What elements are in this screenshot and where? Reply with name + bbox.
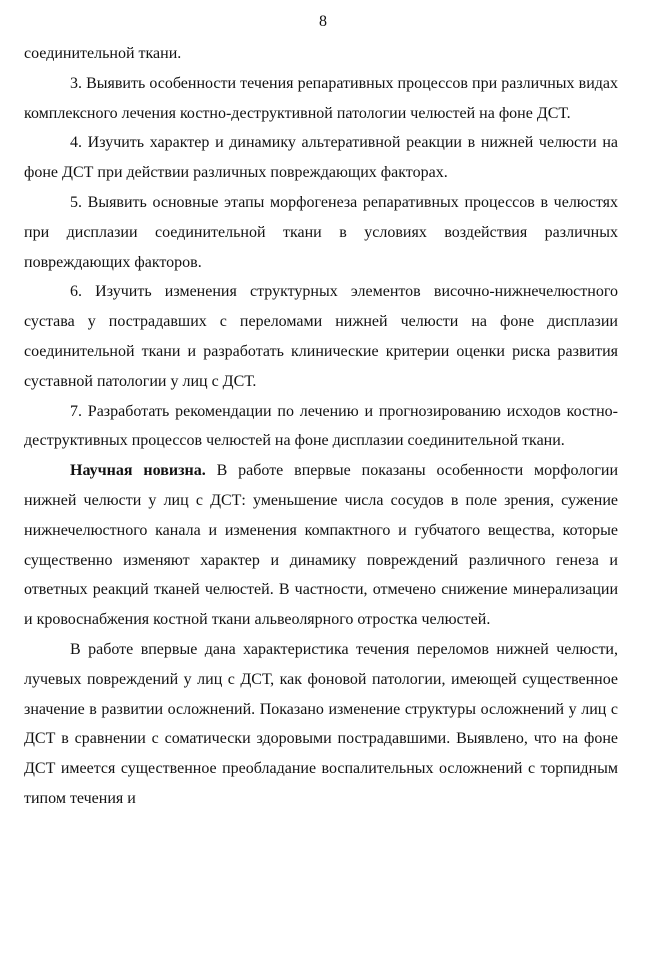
- document-body: [24, 39, 618, 814]
- paragraph-text: 3. Выявить особенности течения репаративных процессов при различных видах комплексного лечения костно-деструктивной патологии челюстей на фоне ДСТ.: [24, 74, 618, 122]
- paragraph-text: 7. Разработать рекомендации по лечению и прогнозированию исходов костно-деструктивных процессов челюстей на фоне дисплазии соединительной ткани.: [24, 402, 618, 450]
- paragraph-text: 6. Изучить изменения структурных элементов височно-нижнечелюстного сустава у пострадавших с переломами нижней челюсти на фоне дисплазии соединительной ткани и разработать клинические критерии оценки риска развития суставной патологии у лиц с ДСТ.: [24, 283, 618, 390]
- paragraph-text: соединительной ткани.: [24, 45, 182, 62]
- paragraph-text: 5. Выявить основные этапы морфогенеза репаративных процессов в челюстях при дисплазии соединительной ткани в условиях воздействия различных повреждающих факторов.: [24, 193, 618, 271]
- paragraph-continuation: [24, 39, 618, 69]
- objective-item-6: [24, 277, 618, 396]
- paragraph-text: В работе впервые дана характеристика течения переломов нижней челюсти, лучевых повреждений у лиц с ДСТ, как фоновой патологии, имеющей существенное значение в развитии осложнений. Показано изменение структуры осложнений у лиц с ДСТ в сравнении с соматически здоровыми пострадавшими. Выявлено, что на фоне ДСТ имеется существенное преобладание воспалительных осложнений с торпидным типом течения и: [24, 640, 618, 807]
- scientific-novelty-paragraph: [24, 456, 618, 635]
- paragraph-text: 4. Изучить характер и динамику альтеративной реакции в нижней челюсти на фоне ДСТ при действии различных повреждающих факторах.: [24, 134, 618, 182]
- novelty-paragraph-2: [24, 635, 618, 814]
- section-heading-inline: Научная новизна.: [70, 462, 206, 480]
- objective-item-3: [24, 69, 618, 129]
- objective-item-7: [24, 397, 618, 457]
- page-number: 8: [319, 13, 327, 30]
- objective-item-5: [24, 188, 618, 277]
- paragraph-text: В работе впервые показаны особенности морфологии нижней челюсти у лиц с ДСТ: уменьшение числа сосудов в поле зрения, сужение нижнечелюстного канала и изменения компактного и губчатого вещества, которые существенно изменяют характер и динамику повреждений различного генеза и ответных реакций тканей челюстей. В частности, отмечено снижение минерализации и кровоснабжения костной ткани альвеолярного отростка челюстей.: [24, 462, 618, 629]
- objective-item-4: [24, 128, 618, 188]
